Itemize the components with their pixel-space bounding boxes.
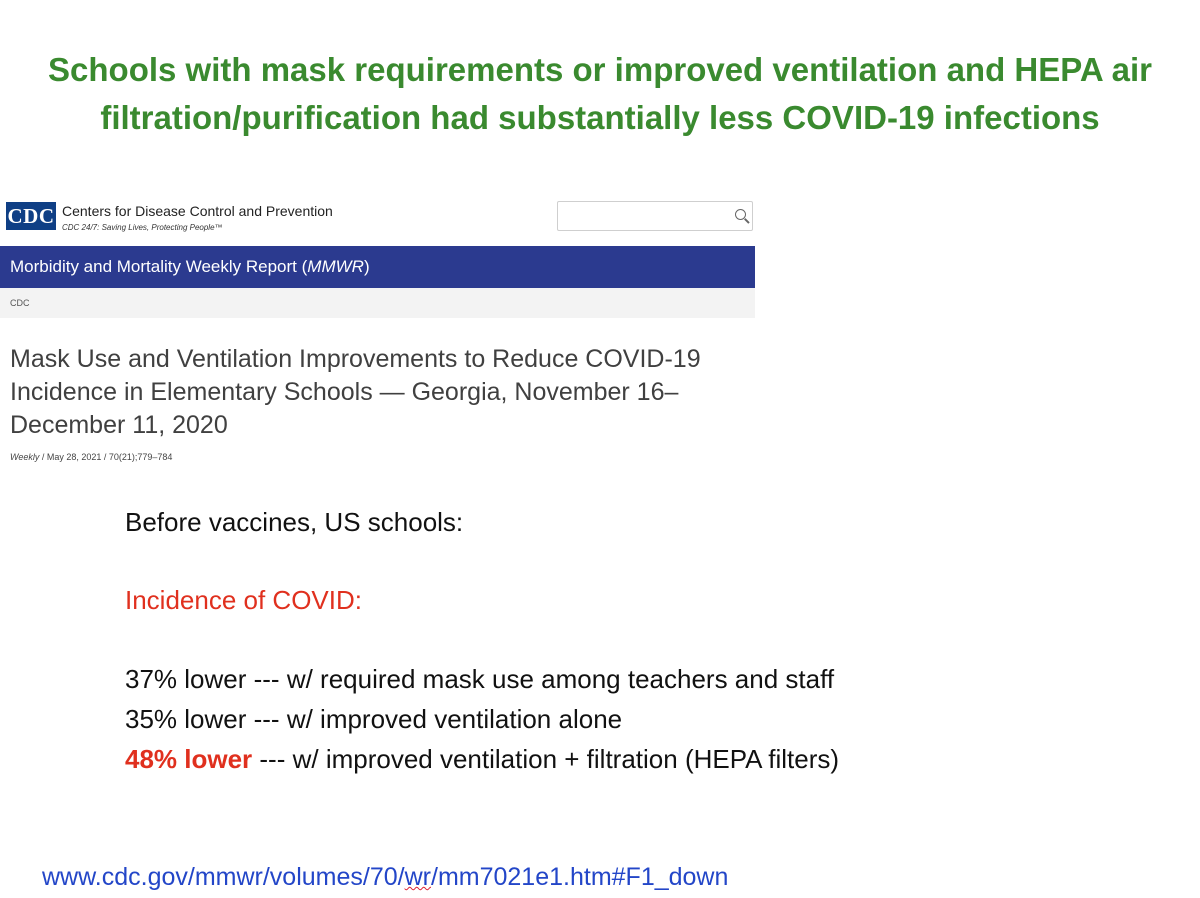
slide-title-line-2: filtration/purification had substantially less COVID-19 infections: [100, 99, 1100, 136]
finding-item-ventilation: 35% lower --- w/ improved ventilation alone: [125, 704, 623, 734]
slide-title-line-1: Schools with mask requirements or improved ventilation and HEPA air: [48, 51, 1152, 88]
search-input[interactable]: [557, 201, 753, 231]
mmwr-series-close: ): [363, 257, 370, 276]
finding-item-filtration-text: --- w/ improved ventilation + filtration (HEPA filters): [252, 744, 840, 774]
mmwr-series-label: Morbidity and Mortality Weekly Report (: [10, 257, 308, 276]
slide-title: [0, 46, 1200, 142]
cdc-logo[interactable]: CDC: [7, 204, 55, 228]
mmwr-abbr: MMWR: [307, 257, 364, 276]
source-link-prefix: www.cdc.gov/mmwr/volumes/70/: [42, 863, 405, 891]
report-meta-weekly: Weekly: [10, 452, 40, 462]
report-meta-citation: / May 28, 2021 / 70(21);779–784: [39, 452, 173, 462]
source-link[interactable]: [42, 861, 728, 893]
search-icon[interactable]: [735, 209, 746, 220]
report-meta: [10, 452, 172, 462]
source-link-suffix: /mm7021e1.htm#F1_down: [431, 863, 729, 891]
findings-heading: Incidence of COVID:: [125, 585, 362, 615]
finding-highlight: 48% lower: [125, 744, 253, 774]
cdc-page-screenshot: [0, 188, 755, 478]
source-link-wr: wr: [404, 863, 431, 891]
findings-intro: Before vaccines, US schools:: [125, 507, 464, 537]
finding-item-masks: 37% lower --- w/ required mask use among teachers and staff: [125, 664, 835, 694]
report-title: Mask Use and Ventilation Improvements to Reduce COVID-19 Incidence in Elementary Schools — Georgia, November 16–December 11, 2020: [10, 345, 701, 439]
cdc-tagline: CDC 24/7: Saving Lives, Protecting People™: [62, 223, 223, 232]
cdc-org-name: Centers for Disease Control and Prevention: [62, 203, 333, 219]
breadcrumb: [0, 288, 755, 318]
mmwr-header-bar[interactable]: [0, 246, 755, 288]
finding-item-filtration: [125, 743, 839, 775]
breadcrumb-item-cdc[interactable]: CDC: [10, 298, 30, 308]
